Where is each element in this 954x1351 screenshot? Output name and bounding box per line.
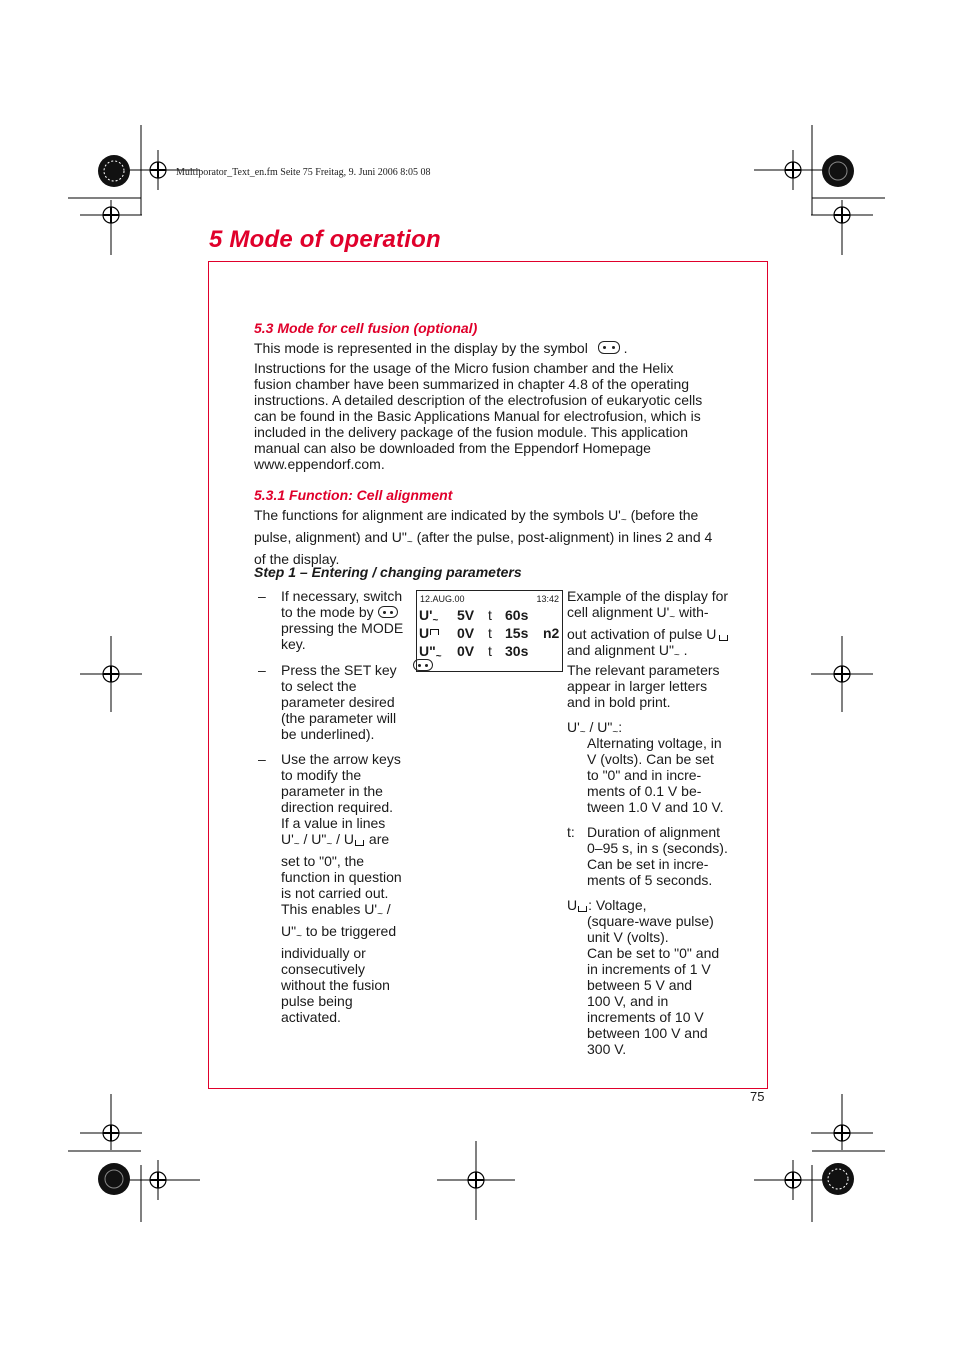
paragraph-line [254, 529, 734, 551]
list-line [281, 831, 409, 853]
desc-line: in increments of 1 V [587, 961, 711, 977]
tilde-symbol: ~ [579, 727, 586, 738]
text-run: are [365, 831, 390, 847]
page-number: 75 [750, 1089, 765, 1104]
paragraph-line: of the display. [254, 551, 340, 567]
list-line: key. [281, 636, 306, 652]
chapter-title: 5 Mode of operation [209, 226, 441, 253]
text-run: : Voltage, [588, 897, 647, 913]
paragraph-line: instructions. A detailed description of the electrofusion of eukaryotic cells [254, 392, 703, 408]
list-line: set to "0", the [281, 853, 365, 869]
paragraph-line [254, 507, 734, 529]
fusion-symbol-icon [378, 606, 398, 618]
tilde-symbol: ~ [293, 839, 300, 850]
tilde-symbol: ~ [435, 651, 442, 662]
paragraph-line: can be found in the Basic Applications Manual for electrofusion, which is [254, 408, 701, 424]
u-pulse-param-label [567, 897, 647, 913]
text-run: This enables U' [281, 901, 378, 917]
text-run: : [618, 719, 623, 735]
desc-line: 0–95 s, in s (seconds). [587, 840, 728, 856]
list-line: is not carried out. [281, 885, 389, 901]
row-time: 60s [505, 607, 529, 623]
list-line: pressing the MODE [281, 620, 404, 636]
text-run: cell alignment U' [567, 604, 670, 620]
text-run: with- [675, 604, 709, 620]
relevant-parameters-note [567, 662, 737, 710]
desc-line: Can be set in incre- [587, 856, 709, 872]
fusion-symbol-icon [413, 659, 433, 671]
tilde-symbol: ~ [296, 931, 302, 942]
text-run: U' [281, 831, 294, 847]
display-example-caption [567, 588, 737, 664]
paragraph-line: manual can also be downloaded from the Eppendorf Homepage [254, 440, 651, 456]
paragraph-line: Instructions for the usage of the Micro fusion chamber and the Helix [254, 360, 674, 376]
row-label [419, 625, 440, 641]
symbol-sentence-end: . [623, 340, 628, 356]
desc-line: Can be set to "0" and [587, 945, 720, 961]
desc-line: Alternating voltage, in [587, 735, 722, 751]
text-run: The functions for alignment are indicated by the symbols U' [254, 507, 621, 523]
section-5-3-1-paragraph [254, 507, 734, 567]
display-row-u-double-prime [419, 643, 561, 661]
text-run: (before the [626, 507, 699, 523]
desc-line: ments of 0.1 V be- [587, 783, 702, 799]
row-time: 30s [505, 643, 529, 659]
note-line: appear in larger letters [567, 678, 708, 694]
square-pulse-icon [430, 629, 439, 635]
text-run: / U [332, 831, 355, 847]
desc-line: increments of 10 V [587, 1009, 704, 1025]
list-line: to select the [281, 678, 357, 694]
paragraph-line: fusion chamber have been summarized in chapter 4.8 of the operating [254, 376, 690, 392]
tilde-symbol: ~ [612, 727, 619, 738]
t-param-label: t: [567, 824, 575, 840]
step1-heading: Step 1 – Entering / changing parameters [254, 564, 522, 580]
list-item-switch-mode [281, 588, 409, 652]
tilde-symbol: ~ [620, 515, 627, 526]
list-dash: – [258, 751, 266, 767]
list-line: be underlined). [281, 726, 375, 742]
caption-line [567, 642, 737, 664]
row-t: t [488, 607, 492, 623]
label-text: U" [419, 643, 436, 659]
row-voltage: 0V [457, 643, 475, 659]
list-line: individually or [281, 945, 366, 961]
symbol-sentence [254, 340, 628, 356]
list-dash: – [258, 588, 266, 604]
text-run: and alignment U" [567, 642, 674, 658]
section-5-3-paragraph [254, 360, 734, 472]
display-time: 13:42 [536, 594, 559, 604]
text-run: out activation of pulse U [567, 626, 717, 642]
desc-line: between 5 V and [587, 977, 693, 993]
caption-line: Example of the display for [567, 588, 729, 604]
desc-line: between 100 V and [587, 1025, 708, 1041]
list-line: (the parameter will [281, 710, 397, 726]
text-run: U [567, 897, 578, 913]
text-run: / U" [585, 719, 613, 735]
list-line: parameter desired [281, 694, 395, 710]
text-run: U" [281, 923, 297, 939]
list-line: Use the arrow keys [281, 751, 401, 767]
text-run: U' [567, 719, 580, 735]
row-voltage: 5V [457, 607, 475, 623]
note-line: and in bold print. [567, 694, 671, 710]
row-t: t [488, 643, 492, 659]
list-line: direction required. [281, 799, 394, 815]
paragraph-line: www.eppendorf.com. [254, 456, 385, 472]
label-text: U [419, 625, 430, 641]
caption-line [567, 604, 737, 626]
label-text: U' [419, 607, 433, 623]
paragraph-line: included in the delivery package of the fusion module. This application [254, 424, 689, 440]
t-param-description [587, 824, 737, 888]
row-t: t [488, 625, 492, 641]
desc-line: 100 V, and in [587, 993, 669, 1009]
desc-line: ments of 5 seconds. [587, 872, 713, 888]
square-pulse-icon [719, 635, 728, 641]
list-line: consecutively [281, 961, 366, 977]
row-label [419, 607, 438, 626]
section-5-3-heading: 5.3 Mode for cell fusion (optional) [254, 320, 478, 336]
note-line: The relevant parameters [567, 662, 720, 678]
tilde-symbol: ~ [406, 537, 413, 548]
file-header-line: Multiporator_Text_en.fm Seite 75 Freitag, 9. Juni 2006 8:05 08 [176, 167, 431, 178]
tilde-symbol: ~ [326, 839, 333, 850]
desc-line: 300 V. [587, 1041, 627, 1057]
list-line: If a value in lines [281, 815, 386, 831]
list-line: If necessary, switch [281, 588, 403, 604]
desc-line: unit V (volts). [587, 929, 669, 945]
list-line: pulse being [281, 993, 353, 1009]
symbol-sentence-text: This mode is represented in the display by the symbol [254, 340, 588, 356]
desc-line: Duration of alignment [587, 824, 721, 840]
list-line [281, 901, 409, 923]
tilde-symbol: ~ [669, 612, 676, 623]
list-line: without the fusion [281, 977, 390, 993]
row-count: n2 [543, 625, 560, 641]
text-run: / [382, 901, 391, 917]
text-run: to the mode by [281, 604, 374, 620]
device-display [416, 590, 563, 672]
list-line [281, 923, 409, 945]
row-voltage: 0V [457, 625, 475, 641]
desc-line: (square-wave pulse) [587, 913, 714, 929]
square-pulse-icon [355, 840, 364, 846]
tilde-symbol: ~ [432, 615, 439, 626]
tilde-symbol: ~ [673, 650, 680, 661]
list-item-arrow-keys [281, 751, 409, 1025]
display-date: 12.AUG.00 [420, 594, 465, 604]
list-line: activated. [281, 1009, 341, 1025]
list-dash: – [258, 662, 266, 678]
list-line: parameter in the [281, 783, 383, 799]
text-run: (after the pulse, post-alignment) in lines 2 and 4 [412, 529, 713, 545]
text-run: pulse, alignment) and U" [254, 529, 407, 545]
u-pulse-param-description [587, 913, 737, 1057]
text-run: to be triggered [301, 923, 397, 939]
list-line: to modify the [281, 767, 362, 783]
text-run: / U" [299, 831, 327, 847]
u-param-description [587, 735, 737, 815]
section-5-3-1-heading: 5.3.1 Function: Cell alignment [254, 487, 453, 503]
list-item-set-key [281, 662, 409, 742]
display-row-u-pulse [419, 625, 561, 643]
list-line: function in question [281, 869, 402, 885]
square-pulse-icon [578, 906, 587, 912]
tilde-symbol: ~ [377, 909, 383, 920]
desc-line: to "0" and in incre- [587, 767, 702, 783]
display-row-u-prime [419, 607, 561, 625]
desc-line: tween 1.0 V and 10 V. [587, 799, 724, 815]
fusion-symbol-icon [598, 341, 620, 354]
desc-line: V (volts). Can be set [587, 751, 714, 767]
list-line [281, 604, 409, 620]
row-time: 15s [505, 625, 529, 641]
text-run: . [679, 642, 688, 658]
caption-line [567, 626, 737, 642]
list-line: Press the SET key [281, 662, 397, 678]
